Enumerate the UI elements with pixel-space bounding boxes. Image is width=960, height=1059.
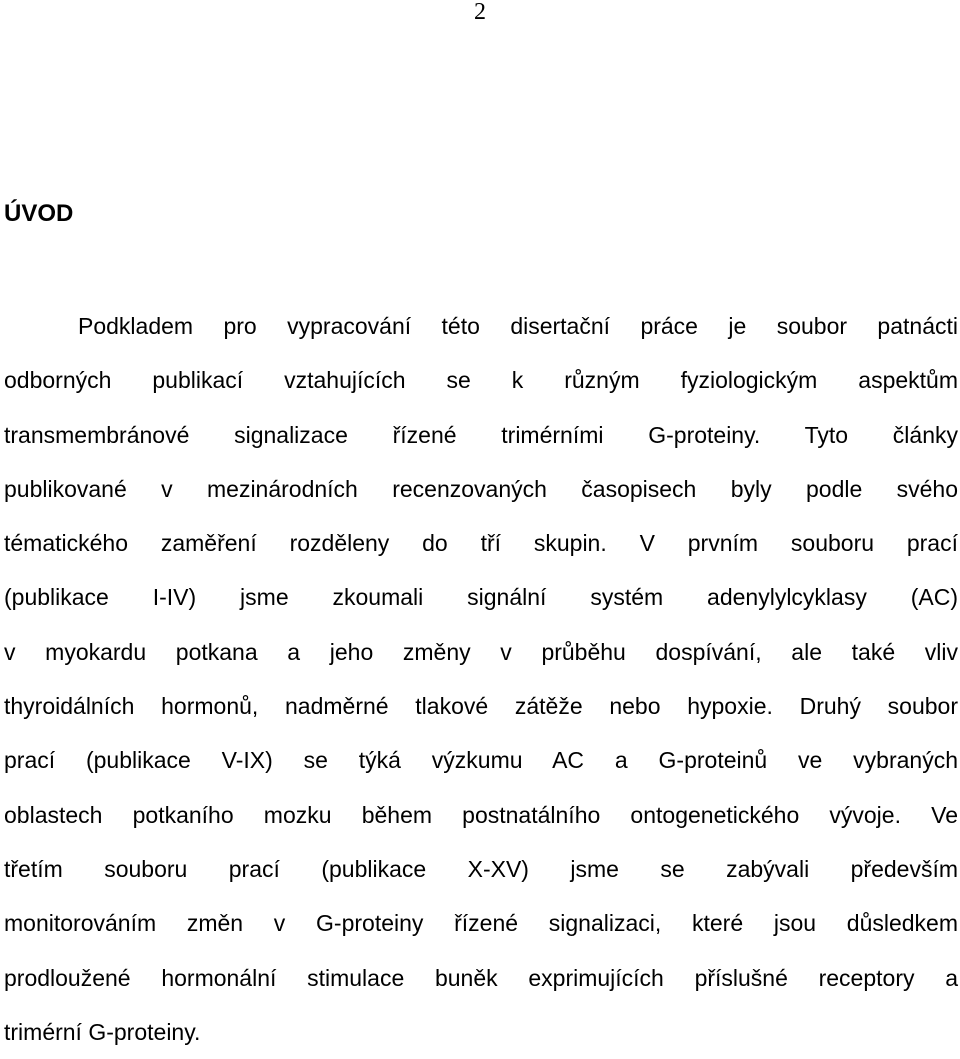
paragraph-line: prodloužené hormonální stimulace buněk exprimujících příslušné receptory a: [4, 964, 958, 991]
paragraph-line: oblastech potkaního mozku během postnatálního ontogenetického vývoje. Ve: [4, 801, 958, 828]
paragraph-line: (publikace I-IV) jsme zkoumali signální systém adenylylcyklasy (AC): [4, 584, 958, 611]
paragraph-line: Podkladem pro vypracování této disertační práce je soubor patnácti: [78, 313, 958, 339]
paragraph-line: thyroidálních hormonů, nadměrné tlakové zátěže nebo hypoxie. Druhý soubor: [4, 693, 958, 720]
paragraph-line: publikované v mezinárodních recenzovaných časopisech byly podle svého: [4, 475, 958, 502]
page-number: 2: [474, 0, 486, 25]
paragraph-line: trimérní G-proteiny.: [4, 1018, 201, 1045]
paragraph-line: monitorováním změn v G-proteiny řízené signalizaci, které jsou důsledkem: [4, 910, 958, 937]
paragraph-line: tématického zaměření rozděleny do tří skupin. V prvním souboru prací: [4, 530, 958, 557]
paragraph-line: v myokardu potkana a jeho změny v průběhu dospívání, ale také vliv: [4, 638, 958, 665]
paragraph-line: třetím souboru prací (publikace X-XV) jsme se zabývali především: [4, 855, 958, 882]
paragraph-line: odborných publikací vztahujících se k různým fyziologickým aspektům: [4, 367, 958, 394]
paragraph-line: prací (publikace V-IX) se týká výzkumu AC a G-proteinů ve vybraných: [4, 747, 958, 774]
section-heading: ÚVOD: [4, 200, 74, 227]
paragraph-line: transmembránové signalizace řízené trimérními G-proteiny. Tyto články: [4, 421, 958, 448]
body-paragraph: [4, 299, 958, 1059]
